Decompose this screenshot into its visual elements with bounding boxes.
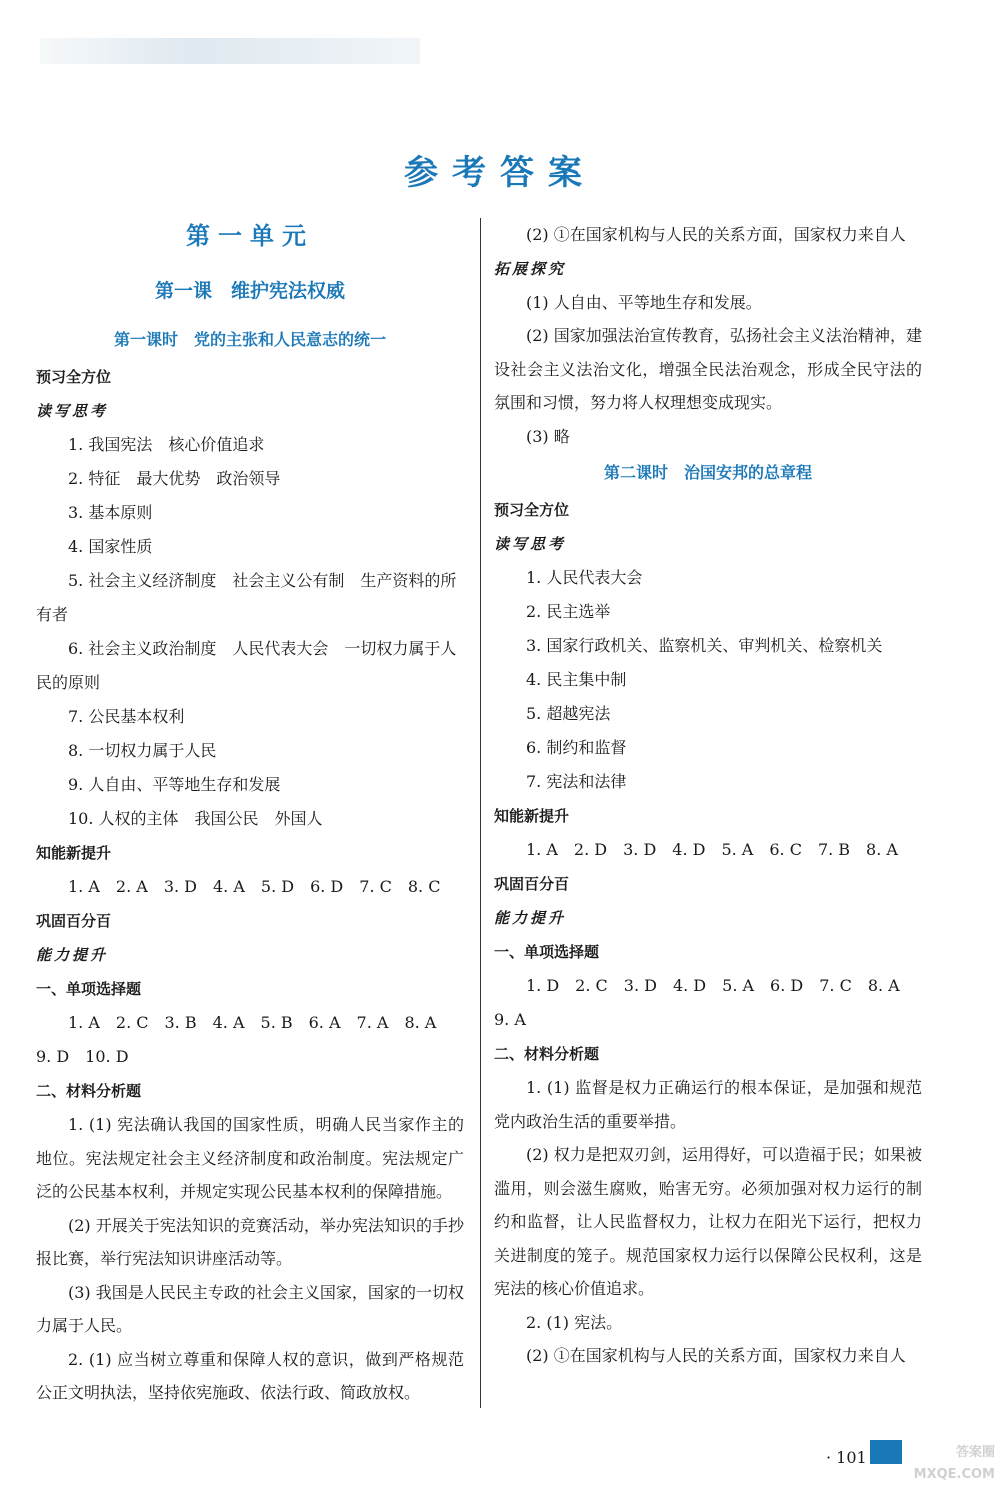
ability-heading: 能力提升 <box>494 909 567 927</box>
consolidate-section-heading: 巩固百分百 <box>36 912 112 930</box>
explore-heading: 拓展探究 <box>494 259 567 278</box>
list-item: 6. 制约和监督 <box>526 738 627 757</box>
single-choice-answers: 1. A 2. C 3. B 4. A 5. B 6. A 7. A 8. A <box>68 1013 437 1032</box>
right-column <box>494 218 922 1373</box>
page-number: · 101 <box>826 1448 867 1467</box>
material-analysis-heading: 二、材料分析题 <box>494 1045 600 1063</box>
list-item: 9. 人自由、平等地生存和发展 <box>68 775 281 794</box>
answer-paragraph: 1. (1) 监督是权力正确运行的根本保证，是加强和规范党内政治生活的重要举措。 <box>494 1078 922 1131</box>
knowledge-answers: 1. A 2. A 3. D 4. A 5. D 6. D 7. C 8. C <box>68 877 441 896</box>
answer-paragraph: 1. (1) 宪法确认我国的国家性质，明确人民当家作主的地位。宪法规定社会主义经济制度和政治制度。宪法规定广泛的公民基本权利，并规定实现公民基本权利的保障措施。 <box>36 1115 464 1201</box>
single-choice-heading: 一、单项选择题 <box>494 943 600 961</box>
answer-paragraph: (2) 国家加强法治宣传教育，弘扬社会主义法治精神，建设社会主义法治文化，增强全民法治观念，形成全民守法的氛围和习惯，努力将人权理想变成现实。 <box>494 326 922 412</box>
left-column <box>36 210 464 1410</box>
ability-heading: 能力提升 <box>36 946 109 964</box>
list-item: 3. 基本原则 <box>68 503 153 522</box>
answer-paragraph: (2) 权力是把双刃剑，运用得好，可以造福于民；如果被滥用，则会滋生腐败，贻害无穷。必须加强对权力运行的制约和监督，让人民监督权力，让权力在阳光下运行，把权力关进制度的笼子。规范国家权力运行以保障公民权利，这是宪法的核心价值追求。 <box>494 1145 922 1298</box>
unit-title: 第一单元 <box>186 222 314 250</box>
single-choice-heading: 一、单项选择题 <box>36 980 142 998</box>
list-item: 1. 人民代表大会 <box>526 568 643 587</box>
answer-paragraph: (2) 开展关于宪法知识的竞赛活动，举办宪法知识的手抄报比赛，举行宪法知识讲座活动等。 <box>36 1215 464 1268</box>
page-number-badge <box>870 1440 902 1464</box>
list-item: 8. 一切权力属于人民 <box>68 741 217 760</box>
preview-section-heading: 预习全方位 <box>494 501 570 519</box>
answer-paragraph: (3) 略 <box>526 426 570 446</box>
list-item: 2. 民主选举 <box>526 602 611 621</box>
knowledge-section-heading: 知能新提升 <box>494 807 570 825</box>
preview-section-heading: 预习全方位 <box>36 368 112 386</box>
list-item: 7. 公民基本权利 <box>68 707 185 726</box>
knowledge-section-heading: 知能新提升 <box>36 844 112 862</box>
consolidate-section-heading: 巩固百分百 <box>494 875 570 893</box>
list-item-continued: 民的原则 <box>36 673 101 692</box>
list-item: 1. 我国宪法 核心价值追求 <box>68 435 265 454</box>
watermark-logo: 答案圈 MXQE.COM <box>913 1445 995 1482</box>
column-divider <box>480 218 481 1408</box>
answer-paragraph: (2) ①在国家机构与人民的关系方面，国家权力来自人 <box>526 1346 906 1365</box>
list-item: 2. 特征 最大优势 政治领导 <box>68 469 281 488</box>
list-item: 7. 宪法和法律 <box>526 772 627 791</box>
period-title: 第一课时 党的主张和人民意志的统一 <box>113 330 386 349</box>
read-write-heading: 读写思考 <box>36 402 109 420</box>
list-item: 3. 国家行政机关、监察机关、审判机关、检察机关 <box>526 636 883 655</box>
single-choice-answers-continued: 9. A <box>494 1010 526 1029</box>
knowledge-answers: 1. A 2. D 3. D 4. D 5. A 6. C 7. B 8. A <box>526 840 898 859</box>
single-choice-answers-continued: 9. D 10. D <box>36 1047 129 1066</box>
answer-paragraph: 2. (1) 宪法。 <box>526 1312 623 1332</box>
lesson-title: 第一课 维护宪法权威 <box>154 280 345 302</box>
top-header-strip <box>40 38 420 64</box>
answer-paragraph: (1) 人自由、平等地生存和发展。 <box>526 292 762 312</box>
list-item-continued: 有者 <box>36 605 69 624</box>
read-write-heading: 读写思考 <box>494 535 567 553</box>
list-item: 10. 人权的主体 我国公民 外国人 <box>68 809 323 828</box>
list-item: 5. 社会主义经济制度 社会主义公有制 生产资料的所 <box>68 571 457 590</box>
material-analysis-heading: 二、材料分析题 <box>36 1082 142 1100</box>
answer-paragraph: (3) 我国是人民民主专政的社会主义国家，国家的一切权力属于人民。 <box>36 1282 464 1335</box>
answer-paragraph: 2. (1) 应当树立尊重和保障人权的意识，做到严格规范公正文明执法，坚持依宪施政、依法行政、简政放权。 <box>36 1349 464 1402</box>
page-title: 参考答案 <box>404 153 596 193</box>
list-item: 6. 社会主义政治制度 人民代表大会 一切权力属于人 <box>68 639 457 658</box>
list-item: 4. 国家性质 <box>68 537 153 556</box>
list-item: 4. 民主集中制 <box>526 670 627 689</box>
period-title: 第二课时 治国安邦的总章程 <box>603 463 812 482</box>
answer-paragraph: (2) ①在国家机构与人民的关系方面，国家权力来自人 <box>526 225 906 244</box>
list-item: 5. 超越宪法 <box>526 704 611 723</box>
single-choice-answers: 1. D 2. C 3. D 4. D 5. A 6. D 7. C 8. A <box>526 976 900 995</box>
